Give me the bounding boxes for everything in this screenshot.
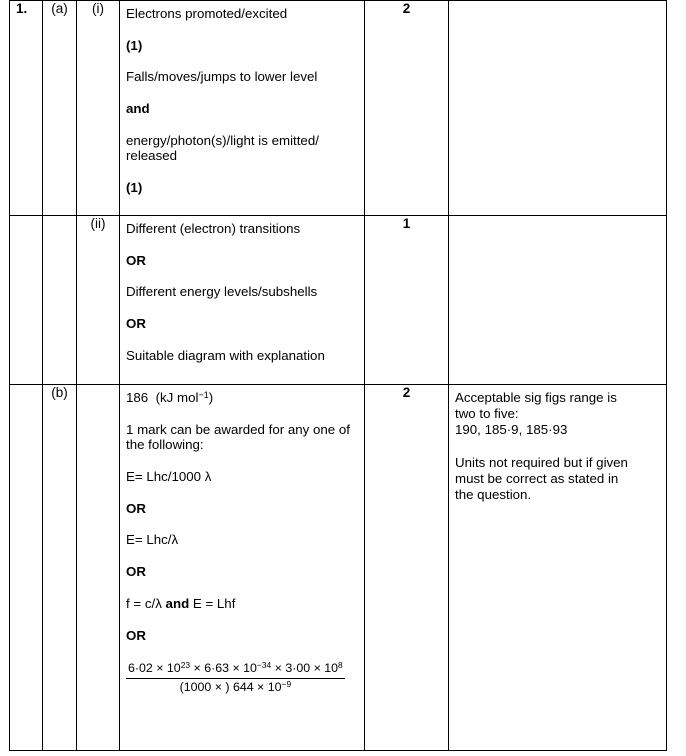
additional-guidance-cell: [449, 216, 667, 385]
guidance-line: the question.: [455, 487, 532, 503]
expected-response-cell: [120, 1, 365, 216]
guidance-line: 190, 185·9, 185·93: [455, 422, 568, 438]
numerator-exponent-2: −34: [256, 660, 272, 671]
numerator-exponent-3: 8: [338, 660, 343, 671]
marking-scheme-table: [9, 0, 667, 751]
question-part-cell: (b): [43, 385, 77, 751]
table-row: [10, 1, 667, 216]
table-row: [10, 216, 667, 385]
response-line: Suitable diagram with explanation: [126, 347, 325, 363]
denominator-exponent-1: −9: [281, 678, 292, 689]
response-line: Different energy levels/subshells: [126, 284, 318, 300]
alternative-or: OR: [126, 500, 146, 516]
mark-guidance-line: 1 mark can be awarded for any one of the following:: [126, 421, 350, 453]
guidance-paragraph: [455, 390, 660, 439]
formula-second-part: E = Lhf: [189, 595, 236, 611]
guidance-paragraph: [455, 455, 660, 504]
question-part-cell: (a): [43, 1, 77, 216]
table-row: [10, 385, 667, 751]
mark-award-marker: (1): [126, 37, 143, 53]
expected-response-cell: [120, 385, 365, 751]
additional-guidance-cell: [449, 1, 667, 216]
alternative-or: OR: [126, 627, 146, 643]
conjunction-and: and: [165, 595, 190, 611]
answer-value: 186: [126, 390, 149, 405]
fraction-numerator: [126, 661, 345, 679]
conjunction-and: and: [126, 101, 150, 117]
numerator-term-1: 6·02 × 10: [128, 661, 181, 676]
formula-line: E= Lhc/1000 λ: [126, 469, 212, 485]
mark-award-marker: (1): [126, 180, 143, 196]
numeric-answer-line: [126, 390, 358, 406]
numerator-term-2: × 6·63 × 10: [190, 661, 257, 676]
max-mark-cell: 2: [365, 1, 449, 216]
guidance-line: must be correct as stated in: [455, 470, 619, 486]
question-part-cell: [43, 216, 77, 385]
formula-first-part: f = c/λ: [126, 595, 166, 611]
fraction-denominator: [126, 679, 345, 696]
response-line: Electrons promoted/excited: [126, 6, 288, 21]
max-mark-cell: 1: [365, 216, 449, 385]
question-subpart-cell: [77, 385, 120, 751]
alternative-or: OR: [126, 564, 146, 580]
alternative-or: OR: [126, 252, 146, 268]
answer-units-exponent: −1: [198, 389, 209, 400]
answer-units-open: (kJ mol: [155, 390, 199, 405]
expected-response-cell: [120, 216, 365, 385]
formula-line: E= Lhc/λ: [126, 532, 179, 548]
formula-line-combined: [126, 596, 358, 612]
question-subpart-cell: (i): [77, 1, 120, 216]
response-line: Different (electron) transitions: [126, 221, 301, 236]
answer-units-close: ): [208, 390, 214, 405]
question-number-cell: 1.: [10, 1, 43, 216]
additional-guidance-cell: [449, 385, 667, 751]
numerator-term-3: × 3·00 × 10: [271, 661, 339, 676]
question-subpart-cell: (ii): [77, 216, 120, 385]
guidance-line: Acceptable sig figs range is: [455, 390, 617, 405]
response-line: energy/photon(s)/light is emitted/ released: [126, 132, 319, 164]
response-line: Falls/moves/jumps to lower level: [126, 69, 318, 85]
numerator-exponent-1: 23: [180, 660, 191, 671]
denominator-term-1: (1000 × ) 644 × 10: [179, 679, 282, 694]
alternative-or: OR: [126, 316, 146, 332]
question-number-cell: [10, 385, 43, 751]
calculation-fraction: [126, 659, 358, 695]
question-number-cell: [10, 216, 43, 385]
guidance-line: two to five:: [455, 406, 519, 422]
guidance-line: Units not required but if given: [455, 454, 628, 470]
max-mark-cell: 2: [365, 385, 449, 751]
